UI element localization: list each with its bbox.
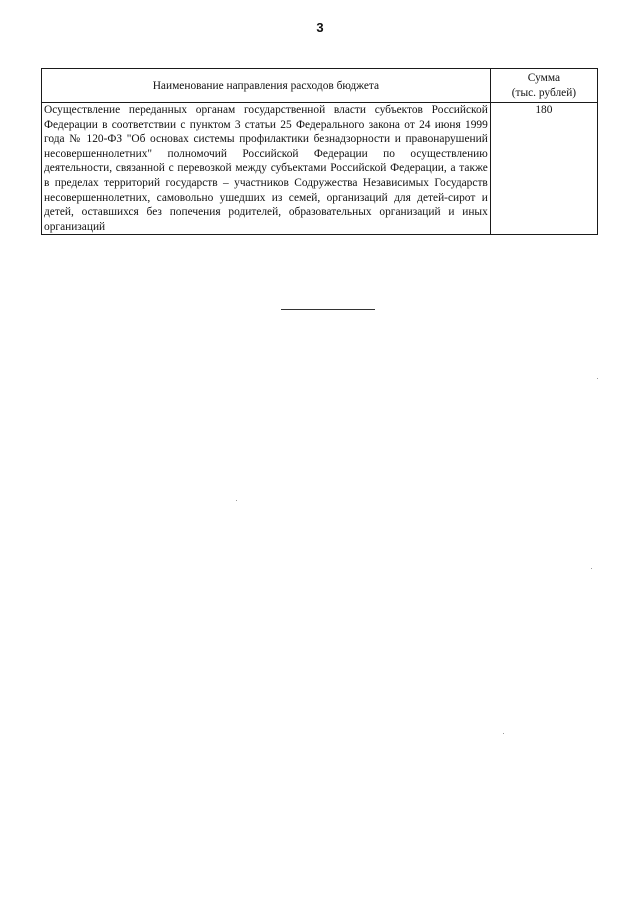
table-header-row [42, 69, 598, 103]
budget-table [41, 68, 598, 235]
column-header-name: Наименование направления расходов бюджета [42, 69, 491, 103]
column-header-sum-unit: (тыс. рублей) [511, 87, 577, 99]
column-header-sum-title: Сумма [527, 72, 561, 84]
scan-speck [591, 568, 592, 569]
column-header-sum [490, 69, 597, 103]
end-divider-line [281, 309, 375, 310]
page-number: 3 [316, 20, 324, 35]
scan-speck [503, 733, 504, 734]
expense-description: Осуществление переданных органам государственной власти субъектов Российской Федерации в соответствии с пунктом 3 статьи 25 Федерального закона от 24 июня 1999 года № 120-ФЗ "Об основах системы профилактики безнадзорности и правонарушений несовершеннолетних" полномочий Российской Федерации по осуществлению деятельности, связанной с перевозкой между субъектами Российской Федерации, а также в пределах территорий государств – участников Содружества Независимых Государств несовершеннолетних, самовольно ушедших из семей, организаций для детей-сирот и детей, оставшихся без попечения родителей, образовательных организаций и иных организаций [42, 103, 491, 235]
expense-amount: 180 [490, 103, 597, 235]
table-row [42, 103, 598, 235]
scan-speck [597, 378, 598, 379]
scan-speck [236, 500, 237, 501]
